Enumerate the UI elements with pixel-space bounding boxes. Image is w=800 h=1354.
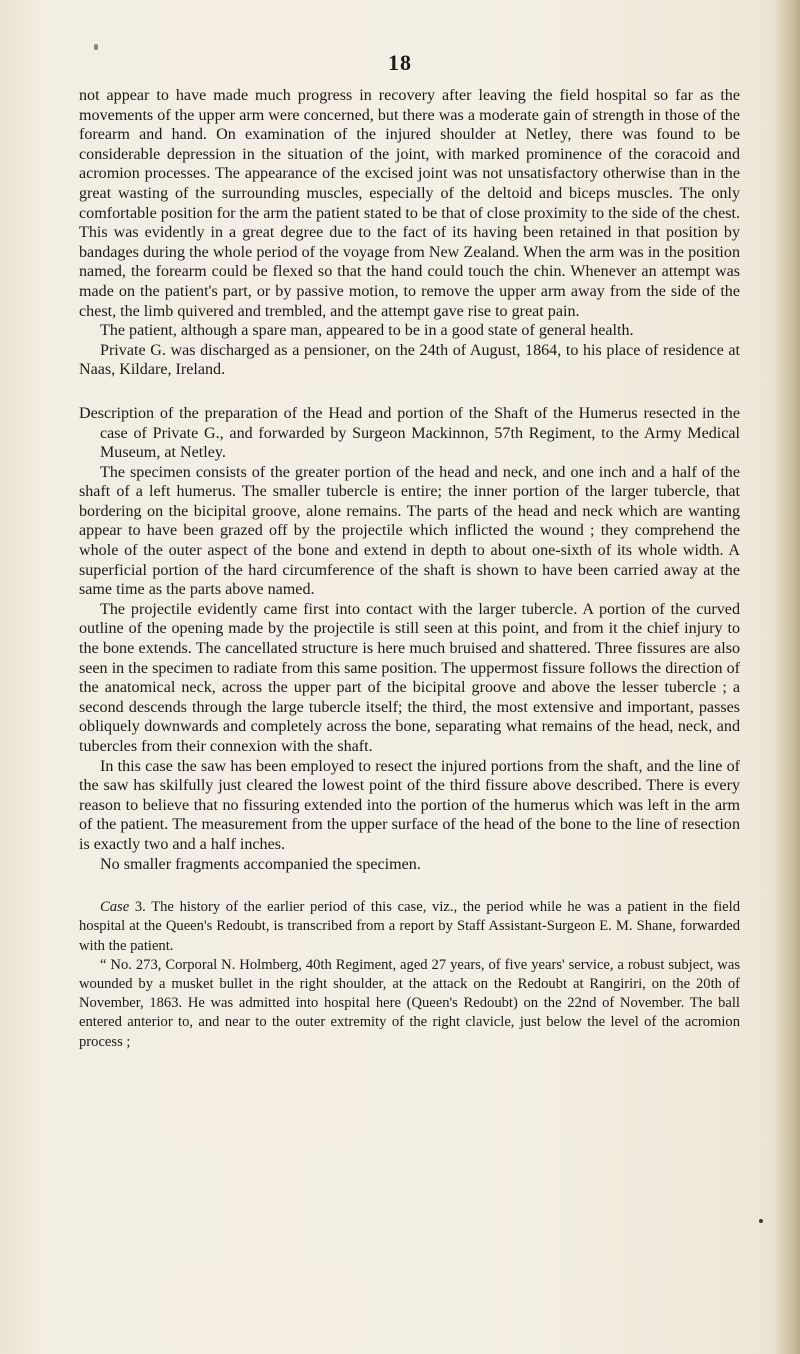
- paragraph-projectile: The projectile evidently came first into contact with the larger tubercle. A portion of the curved outline of the opening made by the projectile is still seen at this point, and from it the chief injury to the bone extends. The cancellated structure is here much bruised and shattered. Three fissures are also seen in the specimen to radiate from this same position. The uppermost fissure follows the direction of the anatomical neck, across the upper part of the bicipital groove and above the lesser tubercle ; a second descends through the large tubercle itself; the third, the most extensive and important, passes obliquely downwards and completely across the bone, separating what remains of the head, neck, and tubercles from their connexion with the shaft.: [79, 600, 740, 755]
- section-heading: Description of the preparation of the Head and portion of the Shaft of the Humerus resected in the case of Private G., and forwarded by Surgeon Mackinnon, 57th Regiment, to the Army Medical Museum, at Netley.: [79, 404, 740, 462]
- paragraph-case-3: [79, 898, 740, 956]
- paragraph-general-health: The patient, although a spare man, appeared to be in a good state of general health.: [100, 322, 634, 340]
- case-intro: 3. The history of the earlier period of this case, viz., the period while he was a patient in the field hospital at the Queen's Redoubt, is transcribed from a report by Staff Assistant-Surgeon E. M. Shane, forwarded with the patient.: [79, 899, 740, 954]
- paragraph-saw: In this case the saw has been employed to resect the injured portions from the shaft, and the line of the saw has skilfully just cleared the lowest point of the third fissure above described. There is every reason to believe that no fissuring extended into the portion of the humerus which was left in the arm of the patient. The measurement from the upper surface of the head of the bone to the line of resection is exactly two and a half inches.: [79, 757, 740, 853]
- page-body: [79, 86, 740, 1052]
- margin-dot: [759, 1219, 763, 1223]
- paragraph-discharge: Private G. was discharged as a pensioner, on the 24th of August, 1864, to his place of residence at Naas, Kildare, Ireland.: [79, 341, 740, 379]
- paragraph-fragments: No smaller fragments accompanied the specimen.: [100, 855, 421, 873]
- page-number: 18: [388, 50, 412, 75]
- page-edge-shadow: [774, 0, 800, 1354]
- paragraph-quote: “ No. 273, Corporal N. Holmberg, 40th Regiment, aged 27 years, of five years' service, a robust subject, was wounded by a musket bullet in the right shoulder, at the attack on the Redoubt at Rangiriri, on the 20th of November, 1863. He was admitted into hospital here (Queen's Redoubt) on the 22nd of November. The ball entered anterior to, and near to the outer extremity of the right clavicle, just below the level of the acromion process ;: [79, 956, 740, 1050]
- paragraph-specimen: The specimen consists of the greater portion of the head and neck, and one inch and a half of the shaft of a left humerus. The smaller tubercle is entire; the inner portion of the larger tubercle, that bordering on the bicipital groove, alone remains. The parts of the head and neck which are wanting appear to have been grazed off by the projectile which inflicted the wound ; they comprehend the whole of the outer aspect of the bone and extend in depth to about one-sixth of its whole width. A superficial portion of the hard circumference of the shaft is shown to have been carried away at the same time as the parts above named.: [79, 463, 740, 599]
- case-label: Case: [100, 899, 130, 916]
- paragraph-continued: not appear to have made much progress in recovery after leaving the field hospital so far as the movements of the upper arm were concerned, but there was a moderate gain of strength in those of the forearm and hand. On examination of the injured shoulder at Netley, there was found to be considerable depression in the situation of the joint, with marked prominence of the coracoid and acromion processes. The appearance of the excised joint was not unsatisfactory otherwise than in the great wasting of the surrounding muscles, especially of the deltoid and biceps muscles. The only comfortable position for the arm the patient stated to be that of close proximity to the side of the chest. This was evidently in a great degree due to the fact of its having been retained in that position by bandages during the whole period of the voyage from New Zealand. When the arm was in the position named, the forearm could be flexed so that the hand could touch the chin. Whenever an attempt was made on the patient's part, or by passive motion, to remove the upper arm away from the side of the chest, the limb quivered and trembled, and the attempt gave rise to great pain.: [79, 87, 740, 320]
